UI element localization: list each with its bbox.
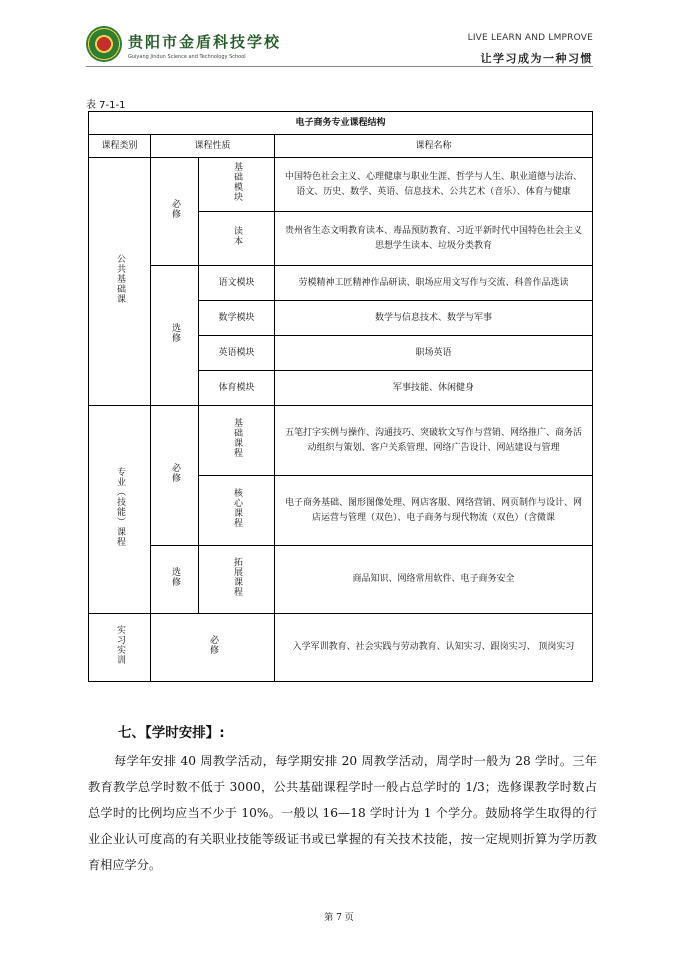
nature-label: 必修: [170, 462, 180, 483]
course-names: 贵州省生态文明教育读本、毒品预防教育、习近平新时代中国特色社会主义思想学生读本、垃圾分类教育: [275, 212, 593, 266]
module-cell: [199, 406, 275, 476]
nature-cell: [151, 546, 199, 614]
nature-cell: [151, 614, 275, 682]
category-cell: [89, 614, 151, 682]
course-names: 中国特色社会主义、心理健康与职业生涯、哲学与人生、职业道德与法治、语文、历史、数学、英语、信息技术、公共艺术（音乐）、体育与健康: [275, 158, 593, 212]
nature-cell: [151, 266, 199, 406]
category-cell: [89, 158, 151, 406]
school-name-en: Guiyang Jindun Science and Technology School: [128, 54, 246, 60]
school-name: 贵阳市金盾科技学校: [128, 33, 282, 51]
header-category: 课程类别: [89, 135, 151, 158]
module-cell: 数学模块: [199, 301, 275, 336]
header-divider: [86, 66, 593, 67]
body-paragraph: 每学年安排 40 周教学活动，每学期安排 20 周教学活动，周学时一般为 28 学时。三年教育教学总学时数不低于 3000，公共基础课程学时一般占总学时的 1/3；选修课教学时数占总学时的比例均应当不少于 10%。一般以 16—18 学时计为 1 个学分。鼓励将学生取得的行业企业认可度高的有关职业技能等级证书或已掌握的有关技术技能，按一定规则折算为学历教育相应学分。: [88, 754, 597, 872]
course-names: 劳模精神工匠精神作品研读、职场应用文写作与交流、科普作品选读: [275, 266, 593, 301]
module-cell: 语文模块: [199, 266, 275, 301]
course-names: 军事技能、休闲健身: [275, 371, 593, 406]
nature-cell: [151, 158, 199, 266]
module-cell: 英语模块: [199, 336, 275, 371]
page-number: 第 7 页: [324, 913, 354, 923]
module-cell: [199, 546, 275, 614]
module-cell: [199, 212, 275, 266]
table-caption: 电子商务专业课程结构: [89, 112, 593, 135]
module-label: 基础课程: [232, 417, 242, 458]
module-label: 基础模块: [232, 161, 242, 202]
module-label: 核心课程: [232, 487, 242, 528]
category-cell: [89, 406, 151, 614]
motto-english: LIVE LEARN AND LMPROVE: [467, 33, 593, 43]
category-label: 专业（技能）课程: [115, 466, 125, 547]
table-label: 表 7-1-1: [86, 100, 126, 111]
nature-cell: [151, 406, 199, 546]
nature-label: 必修: [208, 634, 218, 655]
course-names: 五笔打字实例与操作、沟通技巧、突破软文写作与营销、网络推广、商务活动组织与策划、客户关系管理、网络广告设计、网站建设与管理: [275, 406, 593, 476]
header-nature: 课程性质: [151, 135, 275, 158]
course-names: 商品知识、网络常用软件、电子商务安全: [275, 546, 593, 614]
course-names: 数学与信息技术、数学与军事: [275, 301, 593, 336]
module-cell: [199, 158, 275, 212]
module-cell: [199, 476, 275, 546]
nature-label: 选修: [170, 322, 180, 343]
header-course-name: 课程名称: [275, 135, 593, 158]
nature-label: 必修: [170, 198, 180, 219]
school-logo-icon: [86, 26, 122, 62]
category-label: 实习实训: [115, 624, 125, 665]
course-structure-table: [88, 111, 593, 682]
page-header: [0, 0, 678, 70]
course-names: 电子商务基础、图形图像处理、网店客服、网络营销、网页制作与设计、网店运营与管理（双色）、电子商务与现代物流（双色）（含微课: [275, 476, 593, 546]
module-label: 读本: [232, 225, 242, 246]
course-names: 入学军训教育、社会实践与劳动教育、认知实习、跟岗实习、 顶岗实习: [275, 614, 593, 682]
nature-label: 选修: [170, 566, 180, 587]
module-label: 拓展课程: [232, 556, 242, 597]
course-names: 职场英语: [275, 336, 593, 371]
module-cell: 体育模块: [199, 371, 275, 406]
motto-chinese: 让学习成为一种习惯: [480, 52, 593, 65]
section-title: 七、【学时安排】:: [118, 725, 225, 741]
category-label: 公共基础课: [115, 253, 125, 304]
